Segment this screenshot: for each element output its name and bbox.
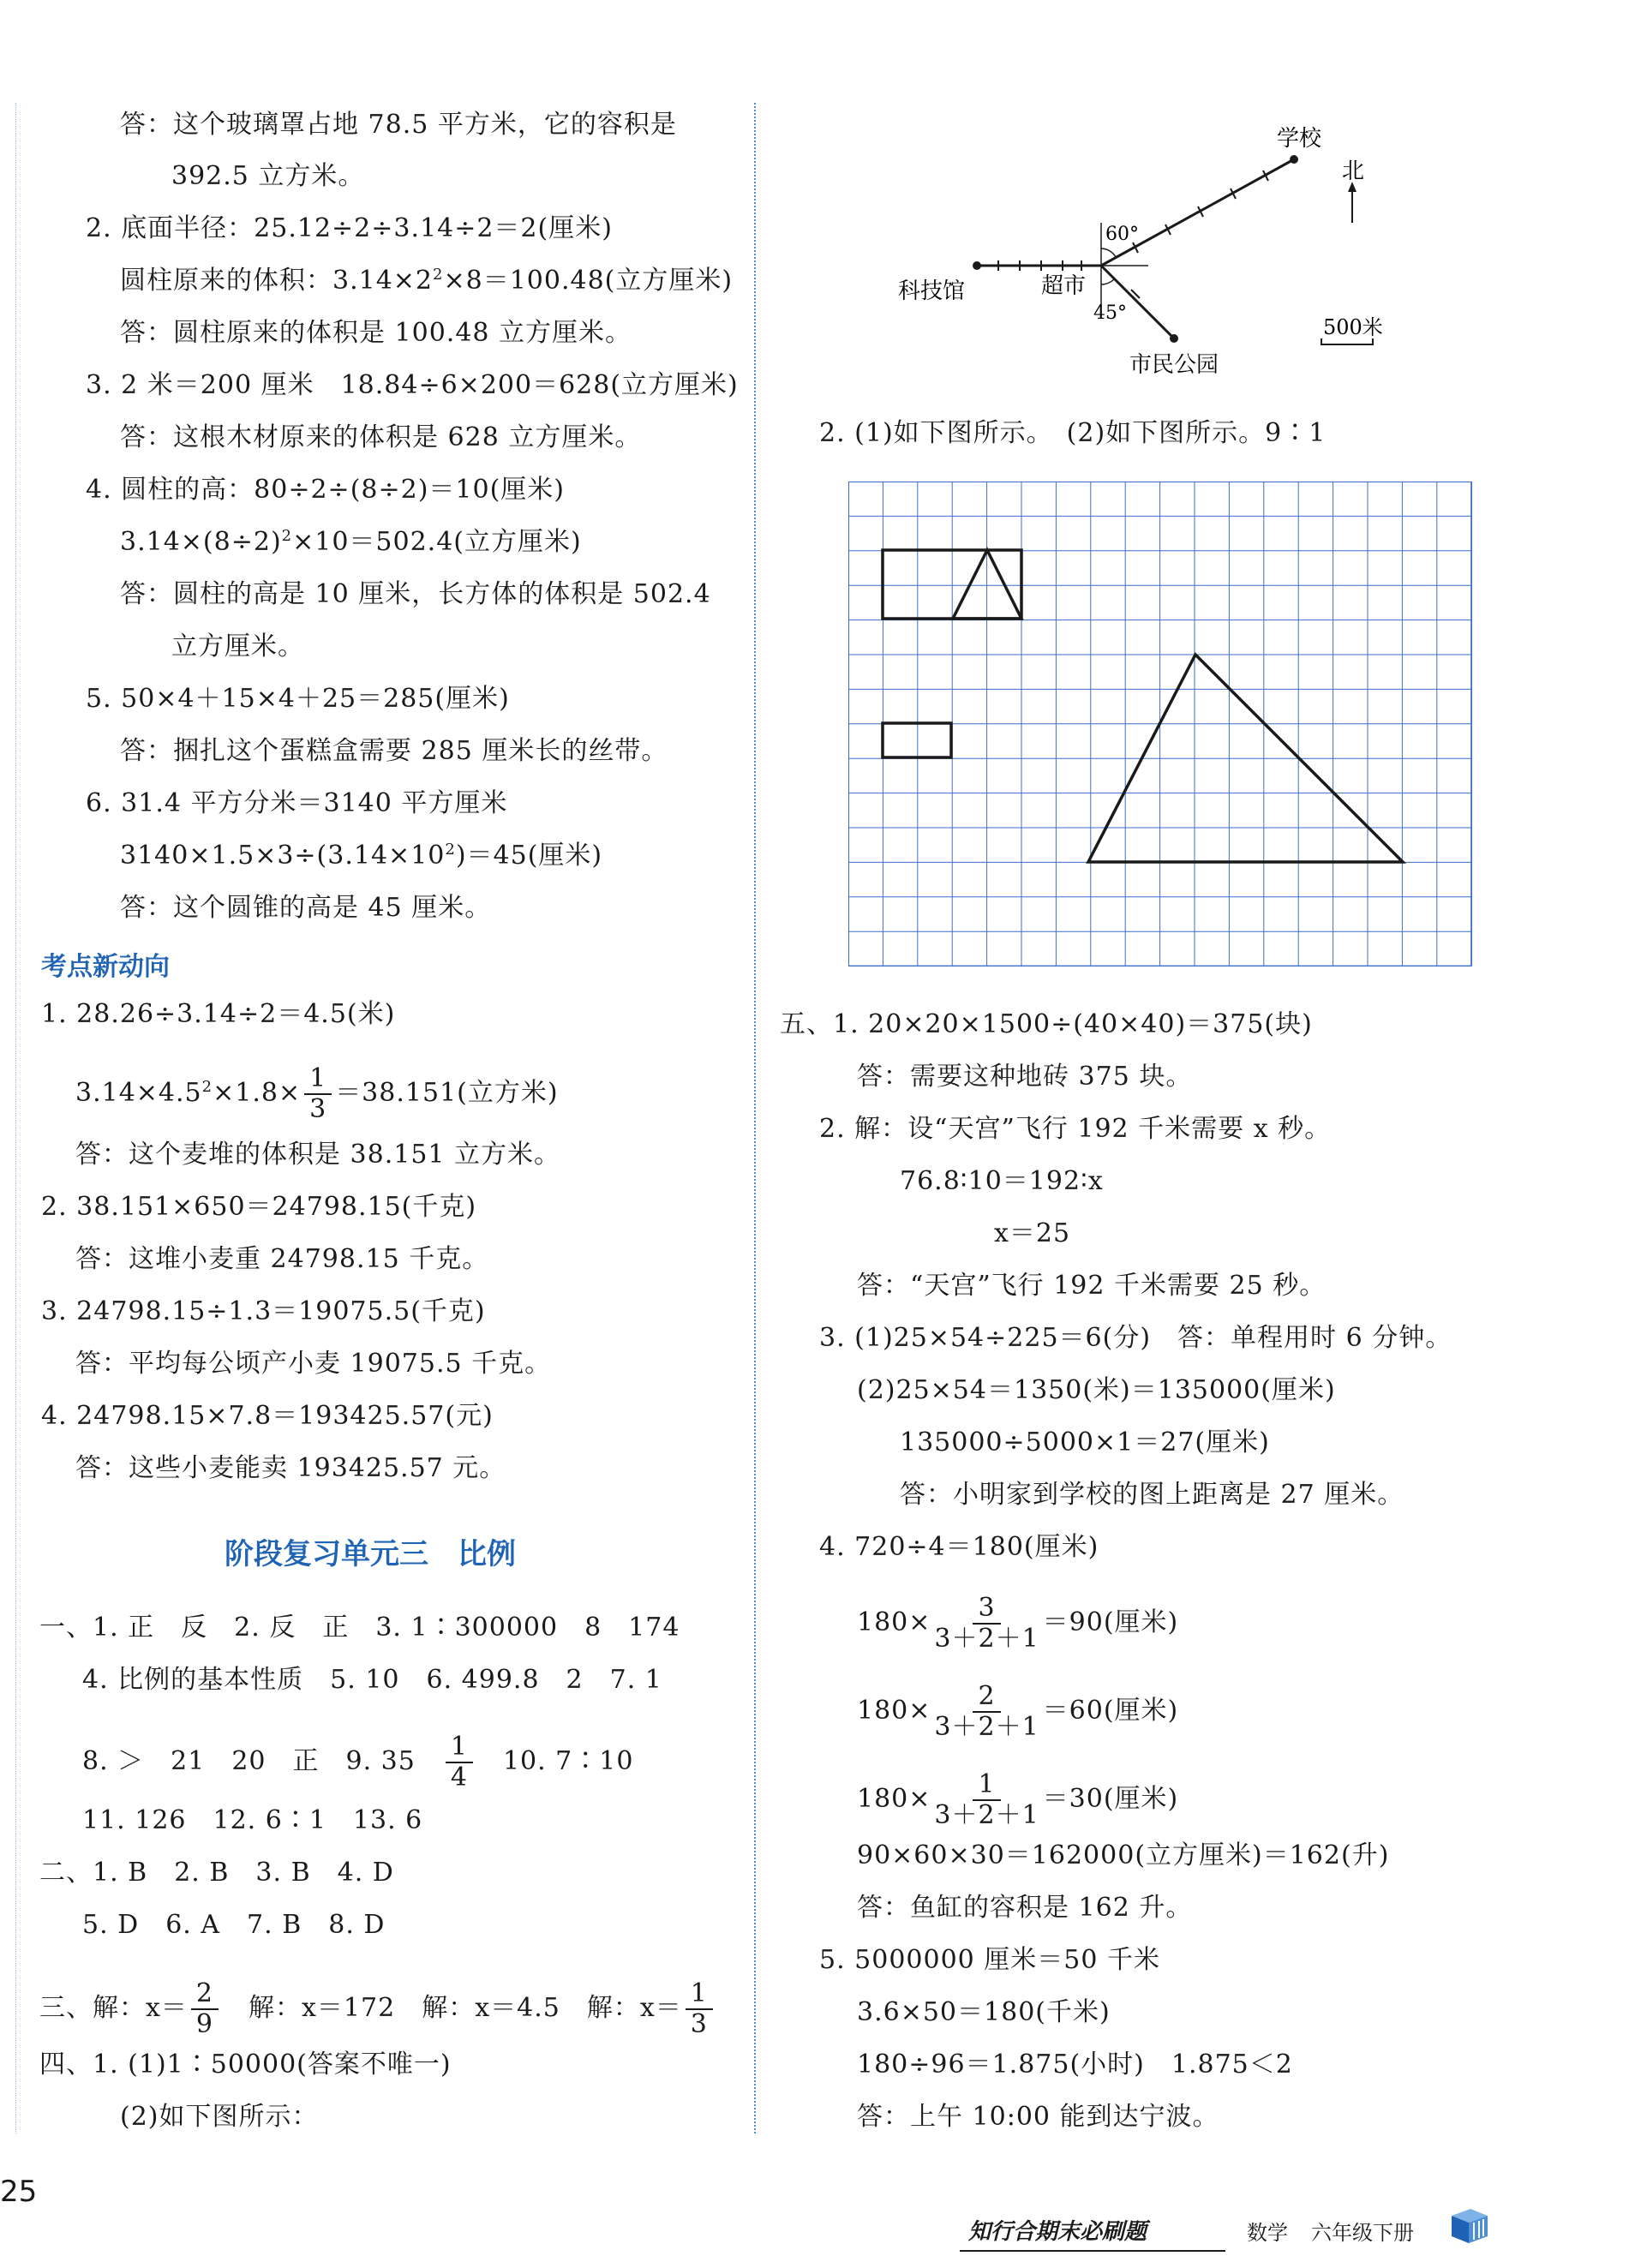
- text-line: [120, 264, 733, 298]
- exponent: 2: [433, 266, 444, 284]
- text-seg: ＝60(厘米): [1042, 1696, 1179, 1726]
- point-park: [1170, 334, 1178, 343]
- text-line: 90×60×30＝162000(立方厘米)＝162(升): [857, 1840, 1390, 1870]
- text-line: [75, 1064, 559, 1124]
- text-line: 3. 2 米＝200 厘米 18.84÷6×200＝628(立方厘米): [86, 370, 739, 400]
- text-line: (2)25×54＝1350(米)＝135000(厘米): [857, 1375, 1336, 1405]
- text-line: 答：捆扎这个蛋糕盒需要 285 厘米长的丝带。: [120, 736, 668, 766]
- text-line: 3. (1)25×54÷225＝6(分) 答：单程用时 6 分钟。: [819, 1323, 1452, 1353]
- text-line: 答：这个圆锥的高是 45 厘米。: [120, 893, 492, 923]
- text-line: 76.8∶10＝192∶x: [900, 1166, 1104, 1196]
- fraction: $\frac{3}{3+2+1}$: [934, 1593, 1039, 1654]
- text-seg: 三、解：x＝: [39, 1993, 188, 2023]
- text-line: x＝25: [994, 1218, 1071, 1248]
- text-line: 答：圆柱原来的体积是 100.48 立方厘米。: [120, 318, 632, 348]
- text-line: 2. (1)如下图所示。 (2)如下图所示。9∶1: [819, 418, 1327, 448]
- text-line: 答：这根木材原来的体积是 628 立方厘米。: [120, 422, 642, 452]
- fraction: $\frac{2}{3+2+1}$: [934, 1681, 1039, 1742]
- text-line: 1. 28.26÷3.14÷2＝4.5(米): [41, 999, 396, 1029]
- text-line: 2. 解：设“天宫”飞行 192 千米需要 x 秒。: [819, 1114, 1332, 1144]
- text-line: 答：这些小麦能卖 193425.57 元。: [75, 1453, 506, 1483]
- text-seg: 3.14×4.5: [75, 1078, 202, 1108]
- text-line: 答：圆柱的高是 10 厘米，长方体的体积是 502.4: [120, 579, 711, 609]
- text-line: 答：上午 10:00 能到达宁波。: [857, 2102, 1219, 2132]
- text-line: 答：需要这种地砖 375 块。: [857, 1062, 1193, 1092]
- text-line: 答：鱼缸的容积是 162 升。: [857, 1893, 1193, 1923]
- text-line: 立方厘米。: [171, 631, 304, 661]
- label-angle-60: 60°: [1105, 224, 1139, 245]
- text-seg: ×8＝100.48(立方厘米): [443, 266, 734, 296]
- text-line: 答：这个玻璃罩占地 78.5 平方米，它的容积是: [120, 110, 677, 140]
- text-line: 392.5 立方米。: [171, 161, 365, 191]
- point-school: [1290, 155, 1298, 164]
- tick-marks-school: [1133, 171, 1268, 253]
- scale-bar: [1321, 338, 1373, 344]
- fraction: $\frac{1}{3}$: [304, 1064, 332, 1124]
- text-seg: 3140×1.5×3÷(3.14×10: [120, 841, 446, 871]
- text-seg: 10. 7∶10: [502, 1746, 634, 1776]
- text-line: 一、1. 正 反 2. 反 正 3. 1∶300000 8 174: [39, 1613, 680, 1643]
- brand-name: 知行合期末必刷题: [968, 2219, 1147, 2245]
- text-line: 5. D 6. A 7. B 8. D: [82, 1910, 386, 1940]
- grid-figure: [848, 482, 1472, 966]
- left-margin-line: [15, 103, 16, 2133]
- text-seg: 180×: [857, 1696, 931, 1726]
- angle-arc-45: [1101, 279, 1114, 284]
- text-line: 二、1. B 2. B 3. B 4. D: [39, 1858, 394, 1888]
- label-park: 市民公园: [1129, 352, 1219, 378]
- text-seg: ＝30(厘米): [1042, 1784, 1179, 1814]
- text-seg: ×1.8×: [213, 1078, 302, 1108]
- fraction: $\frac{1}{4}$: [446, 1732, 473, 1792]
- label-museum: 科技馆: [898, 278, 966, 304]
- text-line: (2)如下图所示：: [120, 2102, 319, 2132]
- text-seg: 180×: [857, 1607, 931, 1637]
- text-line: 180÷96＝1.875(小时) 1.875＜2: [857, 2050, 1293, 2079]
- page-number: 25: [0, 2175, 38, 2209]
- text-line: 答：“天宫”飞行 192 千米需要 25 秒。: [857, 1271, 1327, 1301]
- small-rect-small: [883, 723, 951, 757]
- text-seg: ×10＝502.4(立方厘米): [292, 527, 582, 557]
- text-line: [857, 1682, 1178, 1742]
- unit-title: 阶段复习单元三 比例: [225, 1537, 516, 1571]
- exponent: 2: [445, 841, 456, 859]
- label-angle-45: 45°: [1093, 302, 1127, 324]
- text-line: 5. 50×4＋15×4＋25＝285(厘米): [86, 684, 510, 714]
- footer-subject: 数学: [1247, 2221, 1288, 2245]
- text-line: 答：这个麦堆的体积是 38.151 立方米。: [75, 1140, 561, 1170]
- text-seg: ＝38.151(立方米): [335, 1078, 559, 1108]
- text-seg: 8. ＞ 21 20 正 9. 35: [82, 1746, 416, 1776]
- text-seg: 圆柱原来的体积：3.14×2: [120, 266, 434, 296]
- text-line: 3. 24798.15÷1.3＝19075.5(千克): [41, 1296, 486, 1326]
- text-seg: 解：x＝172 解：x＝4.5 解：x＝: [249, 1993, 682, 2023]
- text-seg: 3.14×(8÷2): [120, 527, 282, 557]
- fraction: $\frac{1}{3}$: [686, 1979, 713, 2039]
- text-line: 4. 圆柱的高：80÷2÷(8÷2)＝10(厘米): [86, 475, 565, 505]
- text-seg: )＝45(厘米): [455, 841, 603, 871]
- text-line: [857, 1594, 1178, 1654]
- text-line: 6. 31.4 平方分米＝3140 平方厘米: [86, 788, 508, 818]
- footer-grade: 六年级下册: [1311, 2221, 1414, 2245]
- text-line: 2. 底面半径：25.12÷2÷3.14÷2＝2(厘米): [86, 213, 613, 243]
- direction-map: [857, 103, 1440, 394]
- label-north: 北: [1342, 159, 1365, 184]
- text-line: 5. 5000000 厘米＝50 千米: [819, 1945, 1161, 1975]
- text-line: 4. 比例的基本性质 5. 10 6. 499.8 2 7. 1: [82, 1665, 662, 1695]
- footer-rule: [960, 2250, 1225, 2252]
- text-line: 3.6×50＝180(千米): [857, 1997, 1111, 2027]
- column-divider: [754, 103, 756, 2133]
- text-line: [120, 839, 602, 873]
- exponent: 2: [201, 1078, 213, 1096]
- book-icon: [1448, 2204, 1491, 2247]
- fraction: $\frac{1}{3+2+1}$: [934, 1769, 1039, 1830]
- text-seg: 180×: [857, 1784, 931, 1814]
- text-line: 135000÷5000×1＝27(厘米): [900, 1427, 1270, 1457]
- angle-arc-60: [1101, 248, 1116, 257]
- text-line: 4. 720÷4＝180(厘米): [819, 1532, 1099, 1562]
- label-scale: 500米: [1323, 315, 1383, 339]
- text-line: 4. 24798.15×7.8＝193425.57(元): [41, 1401, 494, 1431]
- text-line: 2. 38.151×650＝24798.15(千克): [41, 1192, 477, 1222]
- text-line: [39, 1979, 716, 2039]
- text-line: 11. 126 12. 6∶1 13. 6: [82, 1805, 423, 1835]
- text-seg: ＝90(厘米): [1042, 1607, 1179, 1637]
- section-heading: 考点新动向: [41, 952, 170, 982]
- label-school: 学校: [1277, 126, 1322, 152]
- text-line: 答：这堆小麦重 24798.15 千克。: [75, 1244, 489, 1274]
- text-line: [120, 525, 582, 560]
- text-line: 答：平均每公顷产小麦 19075.5 千克。: [75, 1349, 552, 1379]
- label-market: 超市: [1041, 273, 1087, 299]
- point-museum: [973, 261, 981, 270]
- text-line: 答：小明家到学校的图上距离是 27 厘米。: [900, 1480, 1404, 1510]
- fraction: $\frac{2}{9}$: [191, 1979, 219, 2039]
- text-line: [857, 1770, 1178, 1830]
- large-triangle: [1092, 655, 1299, 861]
- text-line: 四、1. (1)1∶50000(答案不唯一): [39, 2050, 452, 2079]
- exponent: 2: [281, 527, 293, 545]
- text-line: [82, 1732, 633, 1792]
- text-line: 五、1. 20×20×1500÷(40×40)＝375(块): [780, 1009, 1313, 1039]
